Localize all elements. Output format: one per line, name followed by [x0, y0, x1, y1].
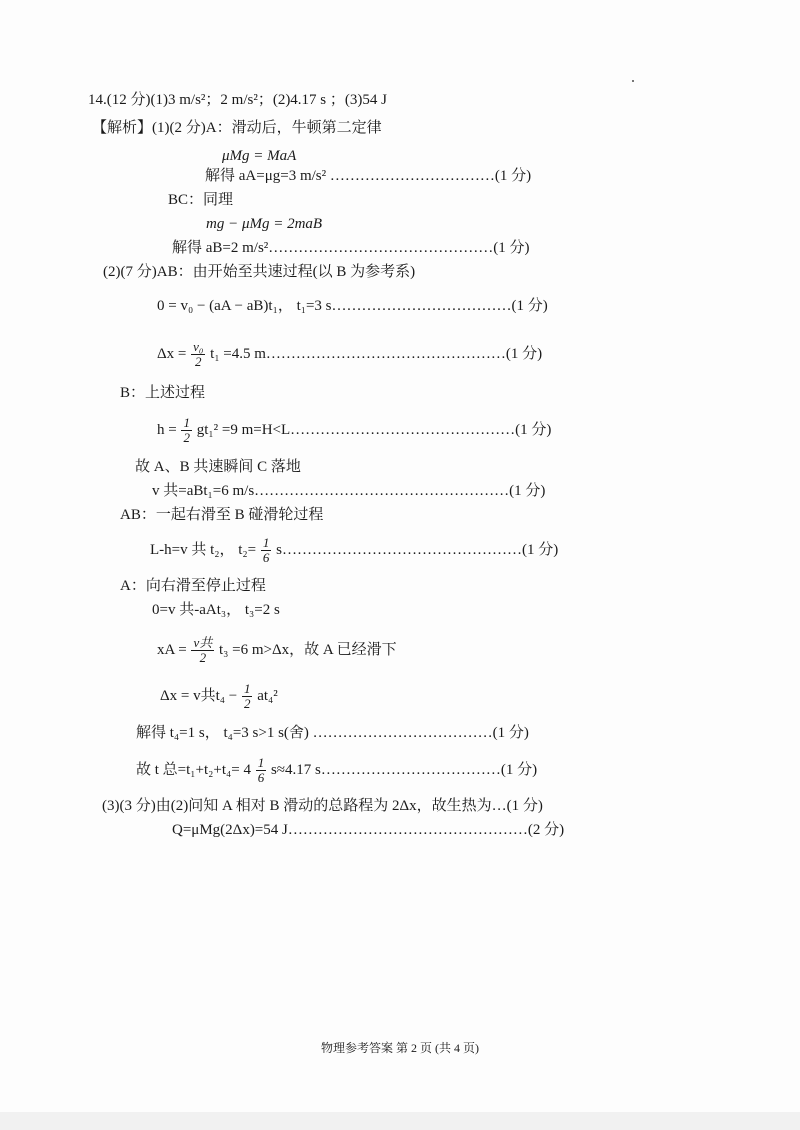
part2-eq3-denominator: 2 [183, 430, 190, 445]
part2-eq5 [150, 536, 558, 565]
part1-eq-newton-bc: mg − μMg = 2maB [206, 216, 323, 232]
part2-a-label: A：向右滑至停止过程 [120, 578, 266, 594]
part2-eq5-denominator: 6 [262, 550, 270, 565]
part2-eq3-numerator: 1 [183, 415, 190, 430]
part2-eq5-fraction [261, 536, 272, 565]
part2-eq10-post: s≈4.17 s………………………………(1 分) [270, 761, 538, 778]
part2-eq8-fraction [242, 682, 253, 711]
part2-eq2-numerator: v₀ [193, 339, 204, 354]
part2-eq2-pre: Δx = [157, 345, 187, 362]
part2-ab-label: AB：一起右滑至 B 碰滑轮过程 [120, 507, 324, 523]
part2-eq3 [157, 416, 551, 445]
part2-eq5-numerator: 1 [262, 535, 270, 550]
part2-eq8-pre: Δx = v共t₄ − [160, 687, 238, 704]
part2-eq7 [157, 636, 397, 665]
part2-eq7-fraction [191, 636, 214, 665]
part2-eq7-pre: xA = [157, 641, 187, 658]
page-footer: 物理参考答案 第 2 页 (共 4 页) [321, 1041, 479, 1055]
part2-eq5-post: s…………………………………………(1 分) [276, 541, 559, 558]
scan-speck [632, 80, 634, 82]
part2-eq2-denominator: 2 [195, 354, 202, 369]
part1-result-b: 解得 aB=2 m/s²………………………………………(1 分) [172, 240, 530, 256]
part2-conclusion: 故 A、B 共速瞬间 C 落地 [135, 459, 301, 475]
question-header: 14.(12 分)(1)3 m/s²；2 m/s²；(2)4.17 s ；(3)54 J [88, 92, 387, 108]
part2-eq9: 解得 t₄=1 s， t₄=3 s>1 s(舍) ………………………………(1 分) [136, 725, 529, 741]
part2-eq3-fraction [181, 416, 192, 445]
part2-eq2-post: t₁ =4.5 m…………………………………………(1 分) [210, 345, 543, 362]
part2-eq7-numerator: v共 [193, 635, 213, 650]
part2-eq4: v 共=aBt₁=6 m/s……………………………………………(1 分) [152, 483, 546, 499]
part2-eq7-post: t₃ =6 m>Δx，故 A 已经滑下 [219, 641, 397, 658]
part3-intro: (3)(3 分)由(2)问知 A 相对 B 滑动的总路程为 2Δx，故生热为…(1 分) [102, 798, 543, 814]
part2-eq2-fraction [191, 340, 205, 369]
part2-eq1: 0 = v₀ − (aA − aB)t₁， t₁=3 s………………………………(1 分) [157, 298, 548, 314]
part3-eq: Q=μMg(2Δx)=54 J…………………………………………(2 分) [172, 822, 565, 838]
part1-result-a: 解得 aA=μg=3 m/s² ……………………………(1 分) [205, 168, 532, 184]
part2-eq6: 0=v 共-aAt₃， t₃=2 s [152, 602, 280, 618]
part2-b-label: B：上述过程 [120, 385, 206, 401]
part2-eq10 [136, 756, 537, 785]
part1-bc-label: BC：同理 [168, 192, 234, 208]
part1-intro: 【解析】(1)(2 分)A：滑动后，牛顿第二定律 [92, 120, 382, 136]
part2-eq3-pre: h = [157, 421, 177, 438]
part2-eq8-post: at₄² [257, 687, 278, 704]
part2-eq8-numerator: 1 [243, 681, 251, 696]
part2-eq5-pre: L-h=v 共 t₂， t₂= [150, 541, 257, 558]
part2-eq2 [157, 340, 542, 369]
part2-eq8 [160, 682, 278, 711]
part2-eq7-denominator: 2 [199, 650, 207, 665]
part2-eq10-numerator: 1 [257, 755, 265, 770]
scan-bottom-edge [0, 1112, 800, 1130]
part2-eq10-pre: 故 t 总=t₁+t₂+t₄= 4 [136, 761, 251, 778]
part2-eq8-denominator: 2 [243, 696, 251, 711]
part1-eq-newton-a: μMg = MaA [222, 148, 297, 164]
part2-eq3-post: gt₁² =9 m=H<L………………………………………(1 分) [196, 421, 552, 438]
part2-eq10-denominator: 6 [257, 770, 265, 785]
part2-eq10-fraction [256, 756, 267, 785]
part2-intro: (2)(7 分)AB：由开始至共速过程(以 B 为参考系) [103, 264, 416, 280]
